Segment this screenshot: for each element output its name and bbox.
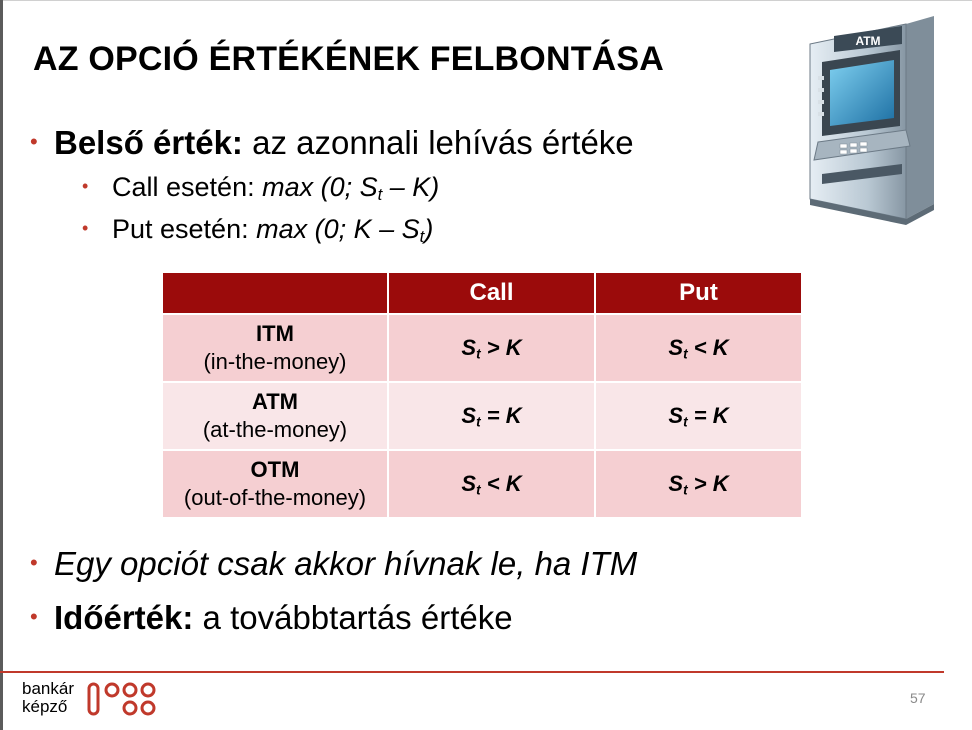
intrinsic-value-label: Belső érték: [54,124,243,161]
intrinsic-value-text: az azonnali lehívás értéke [242,124,634,161]
row-label: ITM (in-the-money) [162,314,388,382]
bullet-marker: • [30,604,38,630]
left-edge-bar [0,0,3,730]
bullet-marker: • [82,218,89,239]
slide-title: AZ OPCIÓ ÉRTÉKÉNEK FELBONTÁSA [33,40,665,78]
table-header-call: Call [388,272,595,314]
footer-rule [0,671,944,673]
table-header-put: Put [595,272,802,314]
moneyness-table [161,271,803,519]
put-label: Put esetén: [112,214,257,244]
put-condition: $S_t < K$ [595,314,802,382]
sub-bullet-put [82,214,433,247]
put-condition: $S_t > K$ [595,450,802,518]
call-condition: $S_t < K$ [388,450,595,518]
top-rule [0,0,972,1]
bullet-marker: • [30,129,38,155]
call-formula: max (0; $S_t - K$) [262,172,440,205]
atm-sign-text: ATM [855,34,881,48]
row-label: OTM (out-of-the-money) [162,450,388,518]
table-row-otm [162,450,802,518]
call-condition: $S_t > K$ [388,314,595,382]
logo-line-2: képző [22,697,68,716]
page-number: 57 [910,690,926,706]
row-label: ATM (at-the-money) [162,382,388,450]
atm-machine-icon [806,14,944,226]
bullet-exercise-note [30,545,637,583]
table-row-itm [162,314,802,382]
exercise-note-text: Egy opciót csak akkor hívnak le, ha ITM [54,545,638,582]
put-formula: max (0; K – $S_t$) [256,214,434,247]
logo-mark-icon [86,680,160,718]
logo-line-1: bankár [22,679,74,698]
call-label: Call esetén: [112,172,263,202]
sub-bullet-call [82,172,439,205]
table-header-row [162,272,802,314]
time-value-text: a továbbtartás értéke [193,599,513,636]
table-header-empty [162,272,388,314]
call-condition: $S_t = K$ [388,382,595,450]
bullet-marker: • [82,176,89,197]
bullet-marker: • [30,550,38,576]
put-condition: $S_t = K$ [595,382,802,450]
bullet-time-value [30,599,513,637]
time-value-label: Időérték: [54,599,194,636]
table-row-atm [162,382,802,450]
bullet-intrinsic-value [30,124,634,162]
